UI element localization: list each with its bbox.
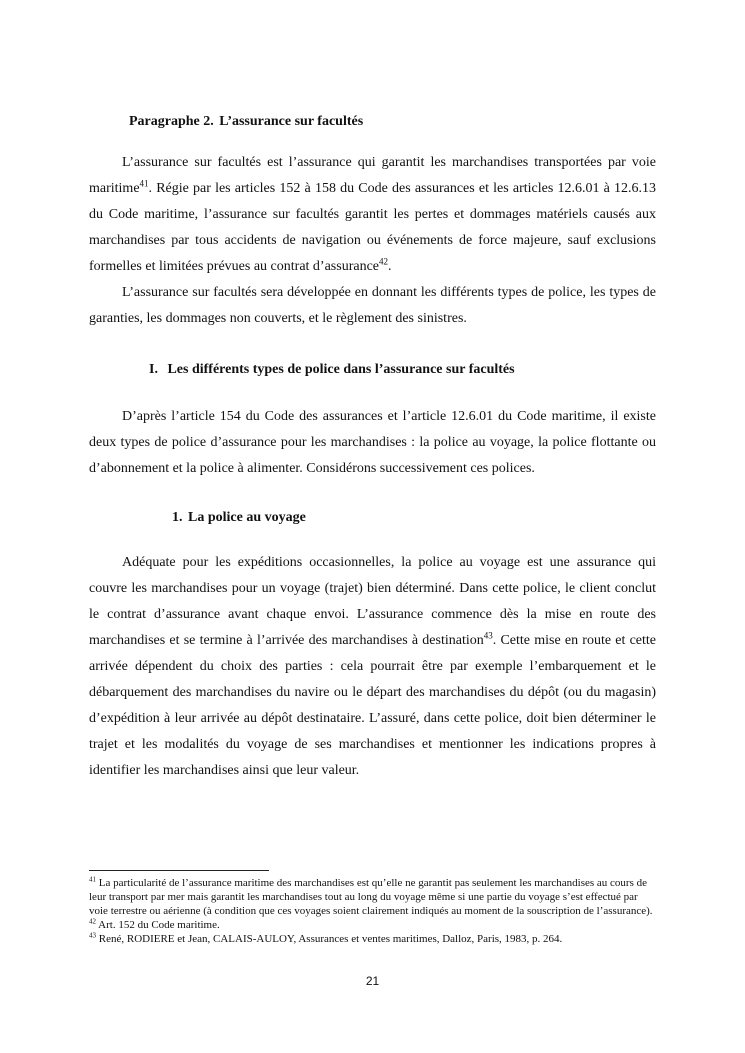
footnote-43 xyxy=(89,932,656,946)
footnote-42 xyxy=(89,918,656,932)
subsection-heading-title: La police au voyage xyxy=(188,510,306,525)
subsection-heading xyxy=(89,508,656,528)
intro-p1-text3: . xyxy=(388,259,392,274)
footnote-number: 43 xyxy=(89,931,96,940)
subsection-heading-number: 1. xyxy=(172,510,183,525)
footnote-text: La particularité de l’assurance maritime des marchandises est qu’elle ne garantit pas seulement les marchandises au cours de leur transport par mer mais garantit les marchandises tout au long du voyage même si une partie du voyage s’est effectué par voie terrestre ou aérienne (à condition que ces voyages soient clairement indiqués au moment de la souscription de l’assurance). xyxy=(89,877,653,917)
part-heading-title: Les différents types de police dans l’assurance sur facultés xyxy=(167,362,515,377)
intro-paragraph-2: L’assurance sur facultés sera développée en donnant les différents types de police, les types de garanties, les dommages non couverts, et le règlement des sinistres. xyxy=(89,285,656,326)
paragraph-heading-number: Paragraphe 2. xyxy=(129,114,214,129)
subsection-paragraph xyxy=(89,550,656,784)
paragraph-heading xyxy=(89,112,656,132)
footnote-41 xyxy=(89,876,656,918)
intro-p1-text2: . Régie par les articles 152 à 158 du Code des assurances et les articles 12.6.01 à 12.6.13 du Code maritime, l’assurance sur facultés garantit les pertes et dommages matériels causés aux marchandises par tous accidents de navigation ou événements de force majeure, sauf exclusions formelles et limitées prévues au contrat d’assurance xyxy=(89,181,656,274)
part-heading xyxy=(89,360,656,380)
footnote-number: 41 xyxy=(89,875,96,884)
main-content xyxy=(89,112,656,784)
footnote-ref-42[interactable]: 42 xyxy=(379,256,388,267)
footnote-text: Art. 152 du Code maritime. xyxy=(98,919,220,931)
intro-paragraph-1 xyxy=(89,150,656,280)
part-heading-number: I. xyxy=(149,362,158,377)
footnote-ref-41[interactable]: 41 xyxy=(139,178,149,189)
footnote-text: René, RODIERE et Jean, CALAIS-AULOY, Assurances et ventes maritimes, Dalloz, Paris, 1983, p. 264. xyxy=(98,933,563,945)
sub1-p1-text1: Adéquate pour les expéditions occasionnelles, la police au voyage est une assurance qui couvre les marchandises pour un voyage (trajet) bien déterminé. Dans cette police, le client conclut le contrat d’assurance avant chaque envoi. L’assurance commence dès la mise en route des marchandises et se termine à l’arrivée des marchandises à destination xyxy=(89,555,656,648)
footnote-number: 42 xyxy=(89,917,96,926)
paragraph-heading-title: L’assurance sur facultés xyxy=(219,114,364,129)
sub1-p1-text2: . Cette mise en route et cette arrivée dépendent du choix des parties : cela pourrait être par exemple l’embarquement et le débarquement des marchandises du navire ou le départ des marchandises du dépôt (ou du magasin) d’expédition à leur arrivée au dépôt destinataire. L’assuré, dans cette police, doit bien déterminer le trajet et les modalités du voyage de ses marchandises et mentionner les indications propres à identifier les marchandises ainsi que leur valeur. xyxy=(89,633,657,778)
footnote-separator xyxy=(89,870,269,871)
page-number: 21 xyxy=(365,974,380,988)
part1-paragraph: D’après l’article 154 du Code des assurances et l’article 12.6.01 du Code maritime, il existe deux types de police d’assurance pour les marchandises : la police au voyage, la police flottante ou d’abonnement et la police à alimenter. Considérons successivement ces polices. xyxy=(89,409,656,476)
footnotes xyxy=(89,876,656,946)
intro-p1-text1: L’assurance sur facultés est l’assurance qui garantit les marchandises transportées par voie maritime xyxy=(89,155,656,196)
footnote-ref-43[interactable]: 43 xyxy=(483,630,493,641)
